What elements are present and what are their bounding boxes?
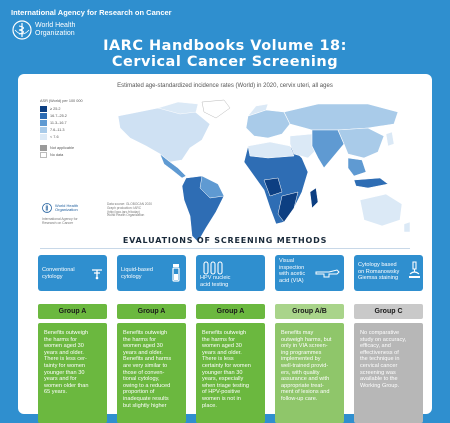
- map-footer: [42, 202, 153, 225]
- speculum-tool-icon: [315, 269, 341, 279]
- legend-item: ≥ 25.2: [40, 105, 83, 112]
- method-card-romanowsky-giemsa: Cytology based on Romanowsky Giemsa staining: [354, 255, 423, 291]
- test-tubes-icon: [202, 261, 224, 275]
- evaluation-description: Benefits outweigh the harms for women aged 30 years and older. There is less cer- tainty for women younger than 30 years and for women older than 65 years.: [38, 323, 107, 423]
- legend-item: No data: [40, 151, 83, 158]
- evaluation-description: Benefits outweigh the harms for women aged 30 years and older. There is less certainty for women younger than 30 years, especially when triage testing of HPV-positive women is not in place.: [196, 323, 265, 423]
- title-line-2: Cervical Cancer Screening: [111, 54, 339, 70]
- content-panel: [18, 74, 432, 414]
- map-legend: [40, 99, 83, 158]
- microscope-icon: [408, 261, 421, 279]
- map-source-note: Data source: GLOBOCAN 2020 Graph production: IARC (http://gco.iarc.fr/today) World Health Organization: [107, 202, 153, 218]
- map-who-logo: World Health Organization: [42, 203, 78, 213]
- world-incidence-map: [98, 96, 418, 256]
- group-badge: Group A: [196, 304, 265, 319]
- method-card-via: Visual inspection with acetic acid (VIA): [275, 255, 344, 291]
- method-cards: [38, 255, 424, 291]
- legend-item: Not applicable: [40, 144, 83, 151]
- method-card-liquid-based-cytology: Liquid-based cytology: [117, 255, 186, 291]
- evaluation-description: No comparative study on accuracy, efficacy, and effectiveness of the technique in cervical cancer screening was available to the Working Group.: [354, 323, 423, 423]
- group-badge: Group C: [354, 304, 423, 319]
- legend-title: ASR (World) per 100 000: [40, 99, 83, 103]
- legend-item: 11.3–16.7: [40, 119, 83, 126]
- evaluation-description: Benefits may outweigh harms, but only in VIA screen- ing programmes implemented by well-trained provid- ers, with quality assurance and with appropriate treat- ment of lesions and follow-up care.: [275, 323, 344, 423]
- agency-name: International Agency for Research on Cancer: [11, 8, 172, 17]
- group-badge: Group A: [38, 304, 107, 319]
- section-divider: [40, 248, 410, 249]
- map-title: Estimated age-standardized incidence rates (World) in 2020, cervix uteri, all ages: [117, 83, 333, 89]
- speculum-icon: [90, 266, 104, 280]
- page-title: [0, 38, 450, 70]
- legend-item: 7.6–11.3: [40, 126, 83, 133]
- who-emblem-small-icon: [42, 203, 52, 213]
- legend-item: 16.7–25.2: [40, 112, 83, 119]
- evaluations-heading: EVALUATIONS OF SCREENING METHODS: [122, 236, 328, 245]
- title-line-1: IARC Handbooks Volume 18:: [103, 38, 347, 54]
- vial-icon: [170, 263, 182, 283]
- who-wordmark: World Health Organization: [35, 22, 76, 37]
- group-badge: Group A: [117, 304, 186, 319]
- group-badge: Group A/B: [275, 304, 344, 319]
- map-iarc-credit: International Agency for Research on Cancer: [42, 217, 78, 225]
- legend-item: < 7.6: [40, 133, 83, 140]
- evaluation-description: Benefits outweigh the harms for women aged 30 years and older. Benefits and harms are very similar to those of conven- tional cytology, owing to a reduced proportion of inadequate results but slightly higher: [117, 323, 186, 423]
- method-card-conventional-cytology: Conventional cytology: [38, 255, 107, 291]
- who-emblem-icon: [12, 20, 32, 40]
- method-card-hpv-testing: HPV nucleic acid testing: [196, 255, 265, 291]
